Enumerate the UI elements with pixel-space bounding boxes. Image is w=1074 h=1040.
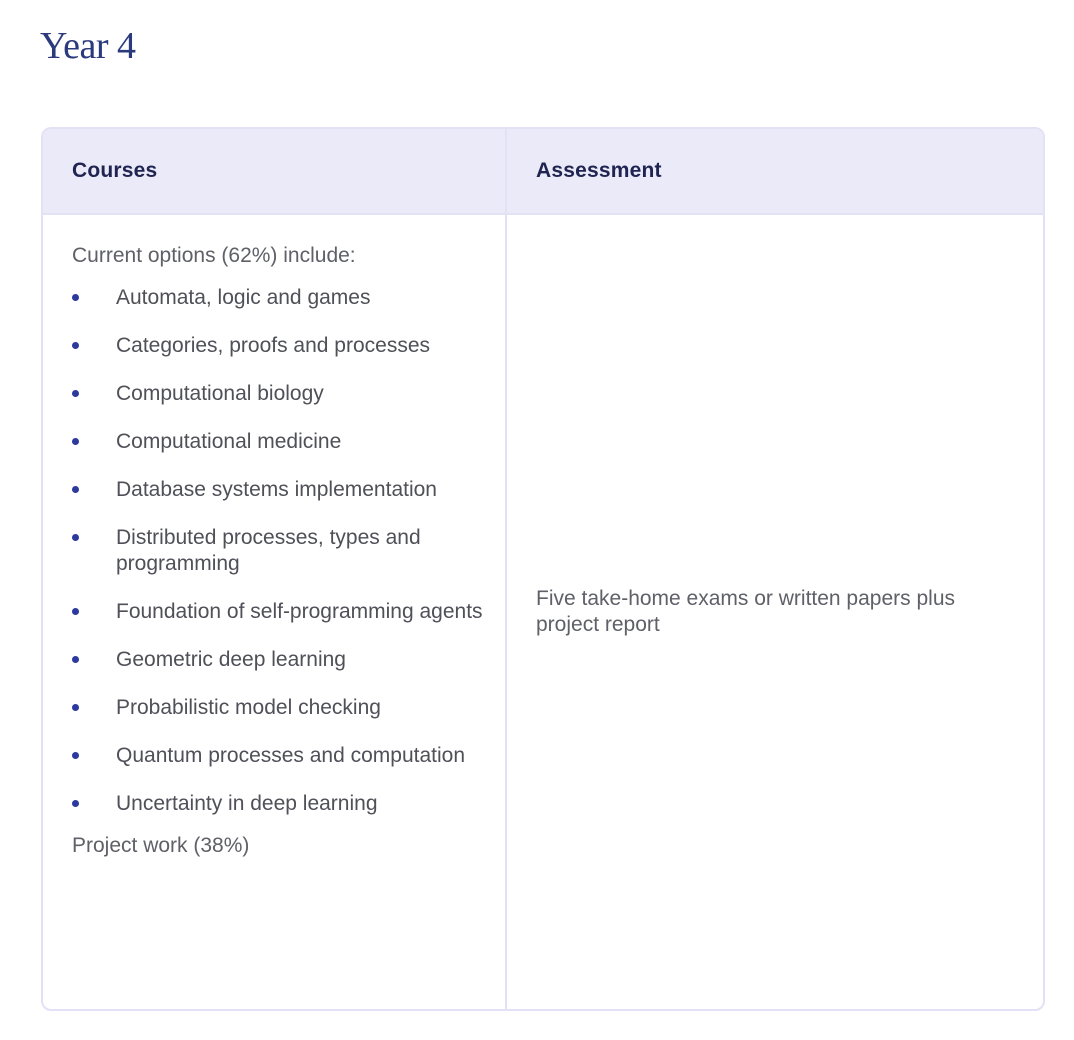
bullet-icon	[72, 342, 79, 349]
bullet-icon	[72, 390, 79, 397]
page-title: Year 4	[40, 25, 136, 67]
course-list	[72, 285, 485, 817]
course-table	[41, 127, 1045, 1011]
course-label: Categories, proofs and processes	[116, 334, 431, 357]
options-intro: Current options (62%) include:	[72, 244, 356, 267]
list-item	[72, 743, 485, 769]
bullet-icon	[72, 534, 79, 541]
bullet-icon	[72, 608, 79, 615]
table-header-row	[43, 129, 1043, 215]
bullet-icon	[72, 294, 79, 301]
list-item	[72, 477, 485, 503]
list-item	[72, 599, 485, 625]
assessment-cell	[507, 215, 1043, 1009]
bullet-icon	[72, 704, 79, 711]
course-label: Probabilistic model checking	[116, 696, 381, 719]
bullet-icon	[72, 656, 79, 663]
list-item	[72, 525, 485, 577]
list-item	[72, 695, 485, 721]
project-work: Project work (38%)	[72, 834, 250, 857]
bullet-icon	[72, 752, 79, 759]
courses-header: Courses	[43, 129, 507, 213]
course-label: Uncertainty in deep learning	[116, 792, 378, 815]
course-label: Geometric deep learning	[116, 648, 346, 671]
courses-cell	[43, 215, 507, 1009]
list-item	[72, 647, 485, 673]
assessment-text: Five take-home exams or written papers plus project report	[536, 587, 956, 636]
list-item	[72, 381, 485, 407]
bullet-icon	[72, 438, 79, 445]
course-label: Database systems implementation	[116, 478, 437, 501]
list-item	[72, 429, 485, 455]
table-body-row	[43, 215, 1043, 1009]
course-label: Automata, logic and games	[116, 286, 371, 309]
assessment-header: Assessment	[536, 159, 662, 182]
list-item	[72, 333, 485, 359]
bullet-icon	[72, 800, 79, 807]
course-label: Distributed processes, types and programming	[116, 526, 421, 575]
course-label: Quantum processes and computation	[116, 744, 466, 767]
course-label: Foundation of self-programming agents	[116, 600, 483, 623]
course-label: Computational biology	[116, 382, 324, 405]
list-item	[72, 791, 485, 817]
list-item	[72, 285, 485, 311]
bullet-icon	[72, 486, 79, 493]
course-label: Computational medicine	[116, 430, 342, 453]
